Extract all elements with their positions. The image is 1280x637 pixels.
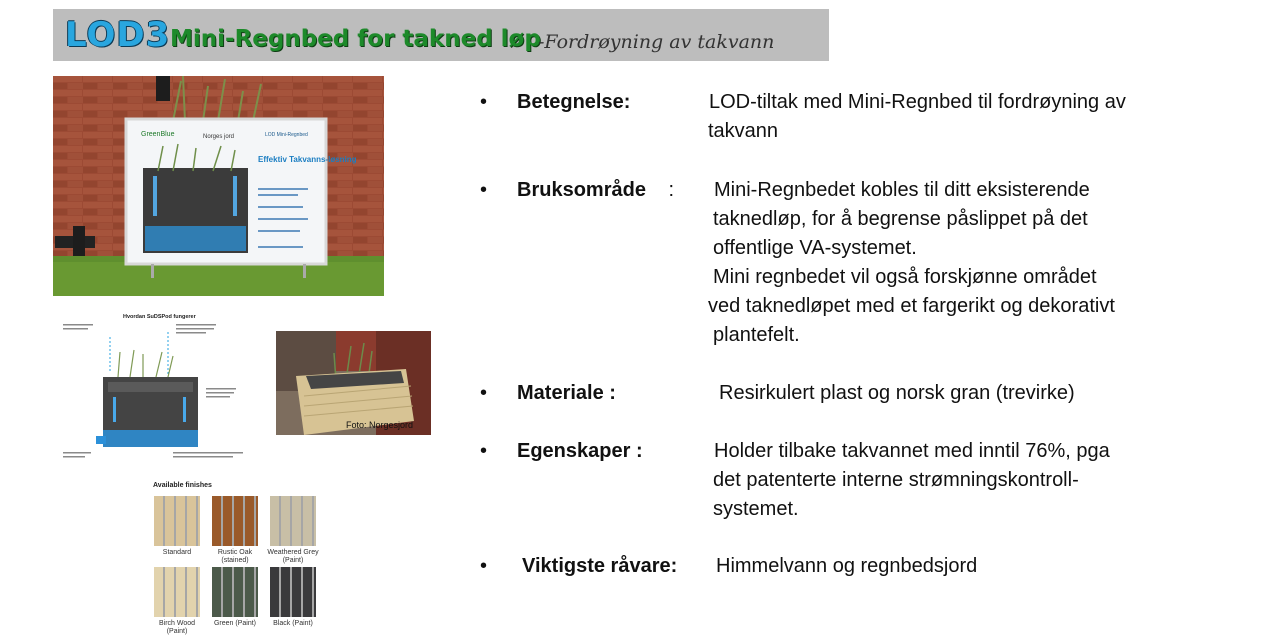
diagram-title: Hvordan SuDSPod fungerer bbox=[123, 314, 196, 320]
bullet-value-line: systemet. bbox=[713, 498, 799, 520]
bullet-dot: • bbox=[480, 382, 488, 404]
bullet-label: Egenskaper : bbox=[517, 440, 643, 462]
finish-swatch bbox=[270, 496, 316, 546]
finish-label: Black (Paint) bbox=[273, 620, 313, 627]
sign-logo-norgesjord: Norges jord bbox=[203, 134, 235, 140]
bullet-dot: • bbox=[480, 91, 488, 113]
sign-logo-lod: LOD Mini-Regnbed bbox=[265, 132, 308, 138]
finish-label: Green (Paint) bbox=[213, 620, 257, 627]
bullet-label-suffix: : bbox=[663, 179, 675, 201]
finishes-title: Available finishes bbox=[153, 482, 212, 489]
finish-swatch bbox=[154, 567, 200, 617]
bullet-value-line: takvann bbox=[708, 120, 779, 142]
finish-swatch bbox=[154, 496, 200, 546]
bullet-label: Bruksområde bbox=[517, 179, 646, 201]
bullet-label: Betegnelse: bbox=[517, 91, 631, 113]
finishes-panel bbox=[150, 480, 330, 637]
bullet-dot: • bbox=[480, 440, 488, 462]
diagram-how-it-works bbox=[58, 312, 258, 464]
bullet-value-line: Mini regnbedet vil også forskjønne området bbox=[713, 266, 1097, 288]
sign-heading: Effektiv Takvanns-løsning bbox=[258, 155, 357, 164]
bullet-value-line: Holder tilbake takvannet med inntil 76%, pga bbox=[714, 440, 1110, 462]
finish-swatch bbox=[212, 496, 258, 546]
bullet-label: Viktigste råvare: bbox=[522, 555, 678, 577]
bullet-dot: • bbox=[480, 555, 488, 577]
photo-wooden-planter bbox=[276, 331, 431, 435]
finish-swatch bbox=[270, 567, 316, 617]
title-main: Mini-Regnbed for takned løp bbox=[170, 26, 541, 52]
title-banner bbox=[53, 9, 829, 61]
finish-label: Weathered Grey (Paint) bbox=[267, 549, 319, 564]
bullet-dot: • bbox=[480, 179, 488, 201]
title-subtitle: -Fordrøyning av takvann bbox=[538, 31, 775, 53]
bullet-label: Materiale : bbox=[517, 382, 616, 404]
bullet-value-line: offentlige VA-systemet. bbox=[713, 237, 917, 259]
bullet-value-line: ved taknedløpet med et fargerikt og dekorativt bbox=[708, 295, 1115, 317]
title-code: LOD3 bbox=[65, 15, 171, 55]
finish-label: Standard bbox=[162, 549, 192, 556]
sign-logo-greenblue: GreenBlue bbox=[141, 131, 175, 138]
bullet-value-line: Mini-Regnbedet kobles til ditt eksisterende bbox=[714, 179, 1090, 201]
finish-label: Rustic Oak (stained) bbox=[217, 549, 253, 564]
finish-swatch bbox=[212, 567, 258, 617]
photo-caption: Foto: Norgesjord bbox=[346, 420, 414, 430]
bullet-value-line: plantefelt. bbox=[713, 324, 800, 346]
bullet-value-line: det patenterte interne strømningskontroll- bbox=[713, 469, 1079, 491]
bullet-value-line: taknedløp, for å begrense påslippet på det bbox=[713, 208, 1088, 230]
finish-label: Birch Wood (Paint) bbox=[158, 620, 196, 635]
bullet-value-line: Himmelvann og regnbedsjord bbox=[716, 555, 978, 577]
photo-mini-regnbed bbox=[53, 76, 384, 296]
bullet-value-line: Resirkulert plast og norsk gran (trevirke) bbox=[719, 382, 1075, 404]
bullet-value-line: LOD-tiltak med Mini-Regnbed til fordrøyning av bbox=[709, 91, 1126, 113]
